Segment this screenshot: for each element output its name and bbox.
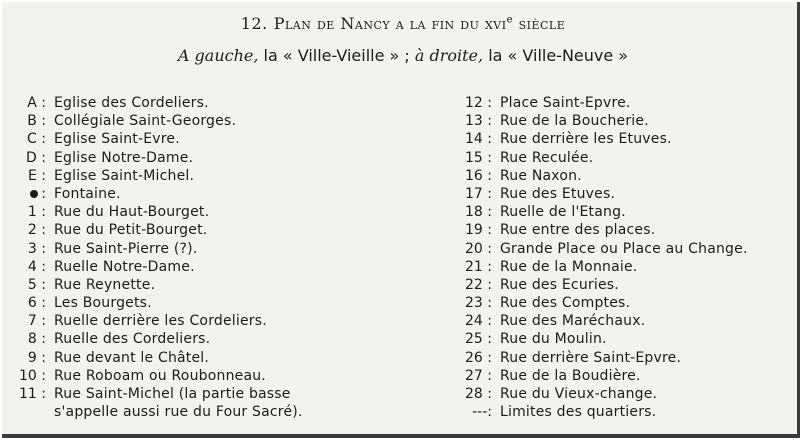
legend-key-text: 23 :: [465, 295, 492, 312]
legend-label: Rue Saint-Pierre (?).: [54, 240, 198, 257]
legend-item: [440, 258, 800, 276]
legend-key: [12, 185, 54, 203]
legend-item: [12, 367, 432, 385]
legend-key-text: 12 :: [465, 95, 492, 111]
legend-key-text: 15 :: [465, 149, 492, 166]
legend-key: [440, 203, 500, 221]
subtitle-left-italic: A gauche,: [177, 46, 259, 65]
title-text: Plan de Nancy a la fin du xvi: [273, 14, 507, 33]
legend-label: Rue Reculée.: [500, 149, 594, 166]
legend-label: Rue du Moulin.: [500, 331, 607, 348]
legend-label: Rue des Ecuries.: [500, 276, 619, 293]
legend-item: [440, 294, 800, 312]
legend-label: Eglise Saint-Michel.: [54, 167, 195, 184]
legend-key-text: E :: [27, 167, 46, 184]
legend-item: [12, 203, 432, 221]
legend-label: Rue Naxon.: [500, 167, 582, 184]
legend-key: [440, 258, 500, 276]
legend-key-text: C :: [27, 131, 46, 148]
legend-key: [12, 149, 54, 167]
legend-label: Rue de la Boudière.: [500, 367, 641, 384]
legend-label: Collégiale Saint-Georges.: [54, 113, 237, 130]
legend-item: [12, 385, 432, 421]
legend-right-column: [440, 94, 800, 421]
legend-key: [440, 385, 500, 403]
legend-key: [440, 112, 500, 130]
legend-label: Rue de la Monnaie.: [500, 258, 638, 275]
legend-key-text: 14 :: [465, 131, 492, 148]
legend-key-text: 8 :: [27, 331, 46, 348]
legend-key-text: 17 :: [465, 185, 492, 202]
legend-item: [440, 330, 800, 348]
legend-label: Rue Saint-Michel (la partie basse s'appelle aussi rue du Four Sacré).: [54, 386, 303, 420]
legend-key: [12, 312, 54, 330]
legend-key: [440, 294, 500, 312]
legend-item: [440, 276, 800, 294]
legend-key-text: 28 :: [465, 386, 492, 402]
legend-key: [440, 349, 500, 367]
legend-label: Rue de la Boucherie.: [500, 113, 649, 130]
title-superscript: e: [506, 14, 513, 26]
legend-key-text: 4 :: [27, 258, 46, 275]
legend-label: Eglise des Cordeliers.: [54, 95, 209, 111]
legend-key: [12, 167, 54, 185]
legend-label: Rue Roboam ou Roubonneau.: [54, 367, 266, 384]
legend-key: [440, 130, 500, 148]
legend-key: [12, 349, 54, 367]
legend-label: Eglise Notre-Dame.: [54, 149, 194, 166]
legend-key: [440, 312, 500, 330]
legend-key-text: 2 :: [27, 222, 46, 239]
legend-label: Ruelle des Cordeliers.: [54, 331, 211, 348]
legend-key-text: 7 :: [27, 313, 46, 330]
legend-label: Fontaine.: [54, 185, 121, 202]
legend-item: [12, 221, 432, 239]
page-subtitle: [0, 46, 806, 65]
subtitle-left-text: la « Ville-Vieille » ;: [258, 46, 415, 65]
title-end: siècle: [512, 14, 566, 33]
legend-label: Rue entre des places.: [500, 222, 656, 239]
legend-item: [440, 312, 800, 330]
legend-label: Les Bourgets.: [54, 295, 152, 312]
legend-key-text: 16 :: [465, 167, 492, 184]
legend-key-text: 6 :: [27, 295, 46, 312]
legend-key-text: 3 :: [27, 240, 46, 257]
legend-item: [440, 185, 800, 203]
legend-key-text: 11 :: [19, 386, 46, 402]
legend-key-text: 9 :: [27, 349, 46, 366]
legend-key: [12, 94, 54, 112]
legend-key: [440, 149, 500, 167]
legend-key-text: 25 :: [465, 331, 492, 348]
legend-key-text: 13 :: [465, 113, 492, 130]
legend-key: [440, 367, 500, 385]
legend-item: [12, 167, 432, 185]
legend-key: [440, 403, 500, 421]
legend-label: Rue des Comptes.: [500, 295, 631, 312]
legend-key-text: 5 :: [27, 276, 46, 293]
legend-item: [440, 367, 800, 385]
legend-item: [440, 112, 800, 130]
legend-key-text: ---:: [472, 404, 492, 421]
page-title: [0, 14, 806, 33]
legend-key-text: B :: [27, 113, 46, 130]
legend-key: [440, 221, 500, 239]
legend-key-text: 26 :: [465, 349, 492, 366]
legend-key-text: 21 :: [465, 258, 492, 275]
legend-item: [440, 203, 800, 221]
legend-key: [12, 276, 54, 294]
legend-label: Eglise Saint-Evre.: [54, 131, 180, 148]
subtitle-right-italic: à droite,: [414, 46, 484, 65]
title-number: 12.: [240, 14, 268, 33]
legend-key-text: A :: [27, 95, 46, 111]
legend-item: [12, 240, 432, 258]
legend-label: Rue du Petit-Bourget.: [54, 222, 208, 239]
legend-key: [440, 185, 500, 203]
legend-item: [12, 349, 432, 367]
legend-key: [440, 276, 500, 294]
legend-key: [12, 112, 54, 130]
legend-key: [440, 330, 500, 348]
legend-item: [440, 385, 800, 403]
legend-key-text: 18 :: [465, 204, 492, 221]
legend-key: [12, 294, 54, 312]
legend-label: Rue des Etuves.: [500, 185, 616, 202]
legend-item: [440, 221, 800, 239]
legend-key: [440, 167, 500, 185]
legend-label: Ruelle Notre-Dame.: [54, 258, 195, 275]
legend-key: [12, 367, 54, 385]
legend-label: Rue du Haut-Bourget.: [54, 204, 210, 221]
legend-key: [12, 258, 54, 276]
legend-key-text: 1 :: [27, 204, 46, 221]
legend-item: [440, 349, 800, 367]
legend-key-text: 27 :: [465, 367, 492, 384]
legend-item: [440, 94, 800, 112]
legend-label: Rue Reynette.: [54, 276, 156, 293]
legend-label: Place Saint-Epvre.: [500, 95, 631, 111]
legend-label: Grande Place ou Place au Change.: [500, 240, 748, 257]
legend-label: Rue derrière les Etuves.: [500, 131, 672, 148]
legend-key-text: D :: [26, 149, 46, 166]
legend-key: [440, 240, 500, 258]
legend-item: [440, 240, 800, 258]
legend-label: Ruelle derrière les Cordeliers.: [54, 313, 267, 330]
subtitle-right-text: la « Ville-Neuve »: [483, 46, 629, 65]
legend-key: [12, 240, 54, 258]
legend-item: [12, 276, 432, 294]
legend-item: [12, 330, 432, 348]
legend-item: [12, 130, 432, 148]
legend-item: [12, 294, 432, 312]
legend-key: [12, 385, 54, 421]
legend-item: [440, 403, 800, 421]
legend-item: [440, 167, 800, 185]
legend-item: [440, 130, 800, 148]
legend-item: [12, 258, 432, 276]
legend-item: [12, 149, 432, 167]
legend-item: [12, 185, 432, 203]
legend-key-text: 24 :: [465, 313, 492, 330]
legend-item: [12, 312, 432, 330]
legend-key-text: 19 :: [465, 222, 492, 239]
legend-key: [440, 94, 500, 112]
legend-label: Rue devant le Châtel.: [54, 349, 210, 366]
legend-key-text: 10 :: [19, 367, 46, 384]
legend-key-text: 20 :: [465, 240, 492, 257]
legend-key-text: 22 :: [465, 276, 492, 293]
legend-item: [440, 149, 800, 167]
legend-label: Rue des Maréchaux.: [500, 313, 646, 330]
legend-key-text: :: [41, 185, 46, 202]
legend-key: [12, 221, 54, 239]
legend-label: Ruelle de l'Etang.: [500, 204, 626, 221]
legend-key: [12, 203, 54, 221]
legend-item: [12, 112, 432, 130]
legend-key: [12, 130, 54, 148]
legend-label: Limites des quartiers.: [500, 404, 657, 421]
legend-left-column: [12, 94, 432, 421]
legend-label: Rue du Vieux-change.: [500, 386, 658, 402]
fountain-dot-icon: [30, 190, 38, 198]
legend-key: [12, 330, 54, 348]
legend-label: Rue derrière Saint-Epvre.: [500, 349, 682, 366]
legend-item: [12, 94, 432, 112]
